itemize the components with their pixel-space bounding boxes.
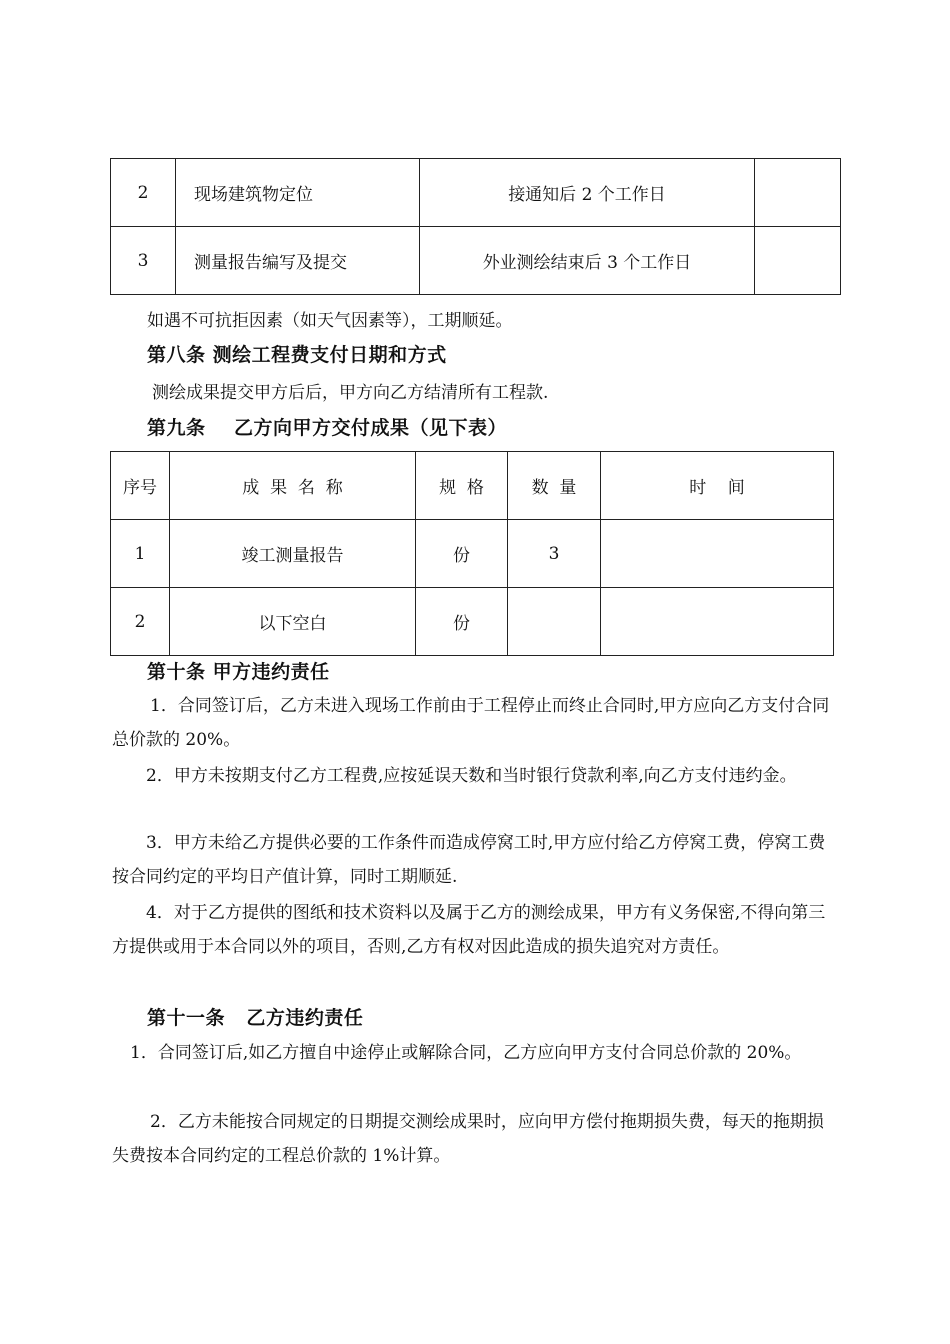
remark-cell [755,159,841,227]
deliverable-time [601,520,834,588]
article10-item-1: 1．合同签订后，乙方未进入现场工作前由于工程停止而终止合同时,甲方应向乙方支付合同总价款的 20%。 [112,696,830,750]
table-row [111,520,834,588]
deliverable-name: 竣工测量报告 [170,520,416,588]
deliverable-name: 以下空白 [170,588,416,656]
article10-item-4: 4．对于乙方提供的图纸和技术资料以及属于乙方的测绘成果，甲方有义务保密,不得向第三方提供或用于本合同以外的项目，否则,乙方有权对因此造成的损失追究对方责任。 [112,903,826,957]
deliverable-spec: 份 [416,520,508,588]
work-time: 接通知后 2 个工作日 [420,159,755,227]
deliverables-table [110,451,834,656]
deliverable-time [601,588,834,656]
table-row [111,588,834,656]
article11-item-1: 1．合同签订后,如乙方擅自中途停止或解除合同，乙方应向甲方支付合同总价款的 20%。 [130,1043,802,1063]
work-item: 现场建筑物定位 [176,159,420,227]
row-number: 1 [111,520,170,588]
remark-cell [755,227,841,295]
article8-text: 测绘成果提交甲方后后，甲方向乙方结清所有工程款. [152,383,549,403]
row-number: 2 [111,159,176,227]
delay-note: 如遇不可抗拒因素（如天气因素等），工期顺延。 [147,311,513,331]
row-number: 2 [111,588,170,656]
header-no: 序号 [111,452,170,520]
work-item: 测量报告编写及提交 [176,227,420,295]
deliverable-qty: 3 [508,520,601,588]
article10-item-2: 2．甲方未按期支付乙方工程费,应按延误天数和当时银行贷款利率,向乙方支付违约金。 [146,766,797,786]
deliverable-spec: 份 [416,588,508,656]
article9-title: 第九条 乙方向甲方交付成果（见下表） [147,417,507,439]
article10-title: 第十条 甲方违约责任 [147,661,330,683]
header-qty: 数 量 [508,452,601,520]
header-spec: 规 格 [416,452,508,520]
work-time: 外业测绘结束后 3 个工作日 [420,227,755,295]
header-time: 时 间 [601,452,834,520]
table-row [111,159,841,227]
schedule-table [110,158,841,295]
deliverable-qty [508,588,601,656]
header-name: 成 果 名 称 [170,452,416,520]
article11-item-2: 2．乙方未能按合同规定的日期提交测绘成果时，应向甲方偿付拖期损失费，每天的拖期损失费按本合同约定的工程总价款的 1%计算。 [112,1112,824,1166]
article8-title: 第八条 测绘工程费支付日期和方式 [147,344,447,366]
table-header-row [111,452,834,520]
row-number: 3 [111,227,176,295]
article11-title: 第十一条 乙方违约责任 [147,1007,364,1029]
table-row [111,227,841,295]
article10-item-3: 3．甲方未给乙方提供必要的工作条件而造成停窝工时,甲方应付给乙方停窝工费，停窝工费按合同约定的平均日产值计算，同时工期顺延. [112,833,826,887]
